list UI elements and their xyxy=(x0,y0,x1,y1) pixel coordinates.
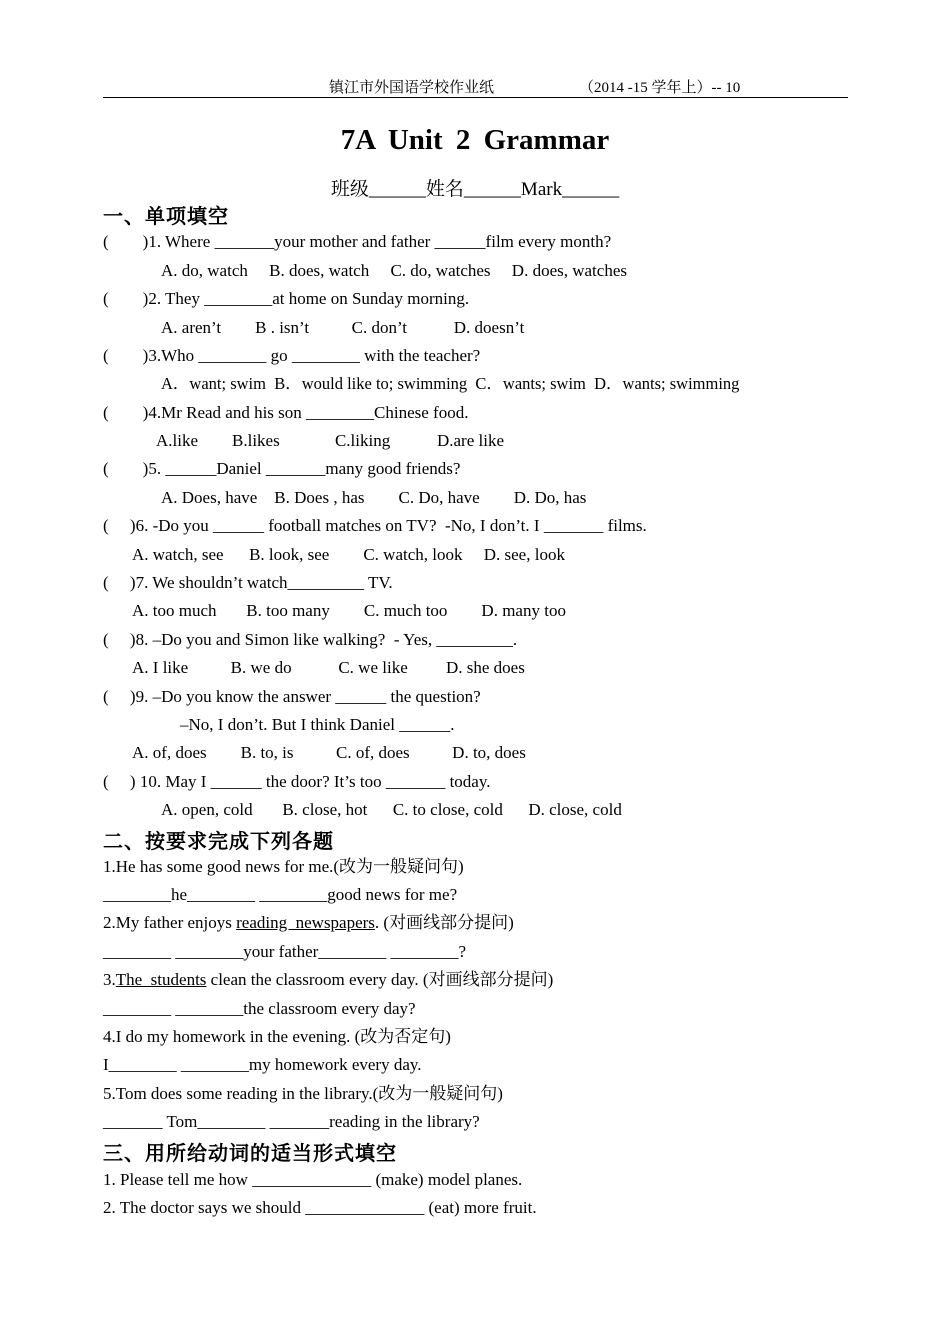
page-header xyxy=(103,76,848,98)
rewrite-3-underlined: The students xyxy=(115,970,207,989)
rewrite-3-post: clean the classroom every day. (对画线部分提问) xyxy=(206,970,554,989)
rewrite-5-answer: _______ Tom________ _______reading in the library? xyxy=(103,1112,480,1131)
options-2: A. aren’t B . isn’t C. don’t D. doesn’t xyxy=(161,318,525,337)
rewrite-2 xyxy=(103,912,514,934)
options-4: A.like B.likes C.liking D.are like xyxy=(156,431,504,450)
options-10: A. open, cold B. close, hot C. to close, cold D. close, cold xyxy=(161,800,622,819)
question-9-reply: –No, I don’t. But I think Daniel ______. xyxy=(180,715,455,734)
rewrite-4: 4.I do my homework in the evening. (改为否定句) xyxy=(103,1027,451,1046)
class-name-line: 班级______姓名______Mark______ xyxy=(330,179,620,200)
question-5: ( )5. ______Daniel _______many good friends? xyxy=(103,459,461,478)
options-6: A. watch, see B. look, see C. watch, look D. see, look xyxy=(132,545,565,564)
rewrite-3-pre: 3. xyxy=(103,970,116,989)
question-7: ( )7. We shouldn’t watch_________ TV. xyxy=(103,573,393,592)
rewrite-2-pre: 2.My father enjoys xyxy=(103,913,237,932)
rewrite-2-post: . (对画线部分提问) xyxy=(374,913,514,932)
school-name: 镇江市外国语学校作业纸 xyxy=(329,80,495,96)
verb-fill-1: 1. Please tell me how ______________ (make) model planes. xyxy=(103,1170,523,1189)
section1-heading: 一、单项填空 xyxy=(103,204,229,228)
question-6: ( )6. -Do you ______ football matches on TV? -No, I don’t. I _______ films. xyxy=(103,516,647,535)
question-8: ( )8. –Do you and Simon like walking? - Yes, _________. xyxy=(103,630,518,649)
rewrite-3 xyxy=(103,969,553,991)
options-9: A. of, does B. to, is C. of, does D. to, does xyxy=(132,743,526,762)
options-7: A. too much B. too many C. much too D. many too xyxy=(132,601,566,620)
rewrite-5: 5.Tom does some reading in the library.(改为一般疑问句) xyxy=(103,1084,503,1103)
question-2: ( )2. They ________at home on Sunday morning. xyxy=(103,289,470,308)
options-5: A. Does, have B. Does , has C. Do, have D. Do, has xyxy=(161,488,587,507)
verb-fill-2: 2. The doctor says we should ______________ (eat) more fruit. xyxy=(103,1198,537,1217)
rewrite-4-answer: I________ ________my homework every day. xyxy=(103,1055,422,1074)
rewrite-2-answer: ________ ________your father________ ________? xyxy=(103,942,467,961)
options-1: A. do, watch B. does, watch C. do, watches D. does, watches xyxy=(161,261,627,280)
page-title: 7A Unit 2 Grammar xyxy=(340,124,610,156)
rewrite-2-underlined: reading newspapers xyxy=(236,913,375,932)
options-8: A. I like B. we do C. we like D. she does xyxy=(132,658,525,677)
rewrite-3-answer: ________ ________the classroom every day? xyxy=(103,999,416,1018)
question-10: ( ) 10. May I ______ the door? It’s too _______ today. xyxy=(103,772,491,791)
rewrite-1: 1.He has some good news for me.(改为一般疑问句) xyxy=(103,857,464,876)
question-1: ( )1. Where _______your mother and father ______film every month? xyxy=(103,232,612,251)
question-3: ( )3.Who ________ go ________ with the teacher? xyxy=(103,346,481,365)
term-label: （2014 -15 学年上）-- 10 xyxy=(579,80,741,96)
section2-heading: 二、按要求完成下列各题 xyxy=(103,829,334,853)
options-3: A．want; swim B．would like to; swimming C．wants; swim D．wants; swimming xyxy=(161,374,740,393)
section3-heading: 三、用所给动词的适当形式填空 xyxy=(103,1141,397,1165)
question-4: ( )4.Mr Read and his son ________Chinese food. xyxy=(103,403,469,422)
question-9: ( )9. –Do you know the answer ______ the question? xyxy=(103,687,481,706)
rewrite-1-answer: ________he________ ________good news for me? xyxy=(103,885,458,904)
